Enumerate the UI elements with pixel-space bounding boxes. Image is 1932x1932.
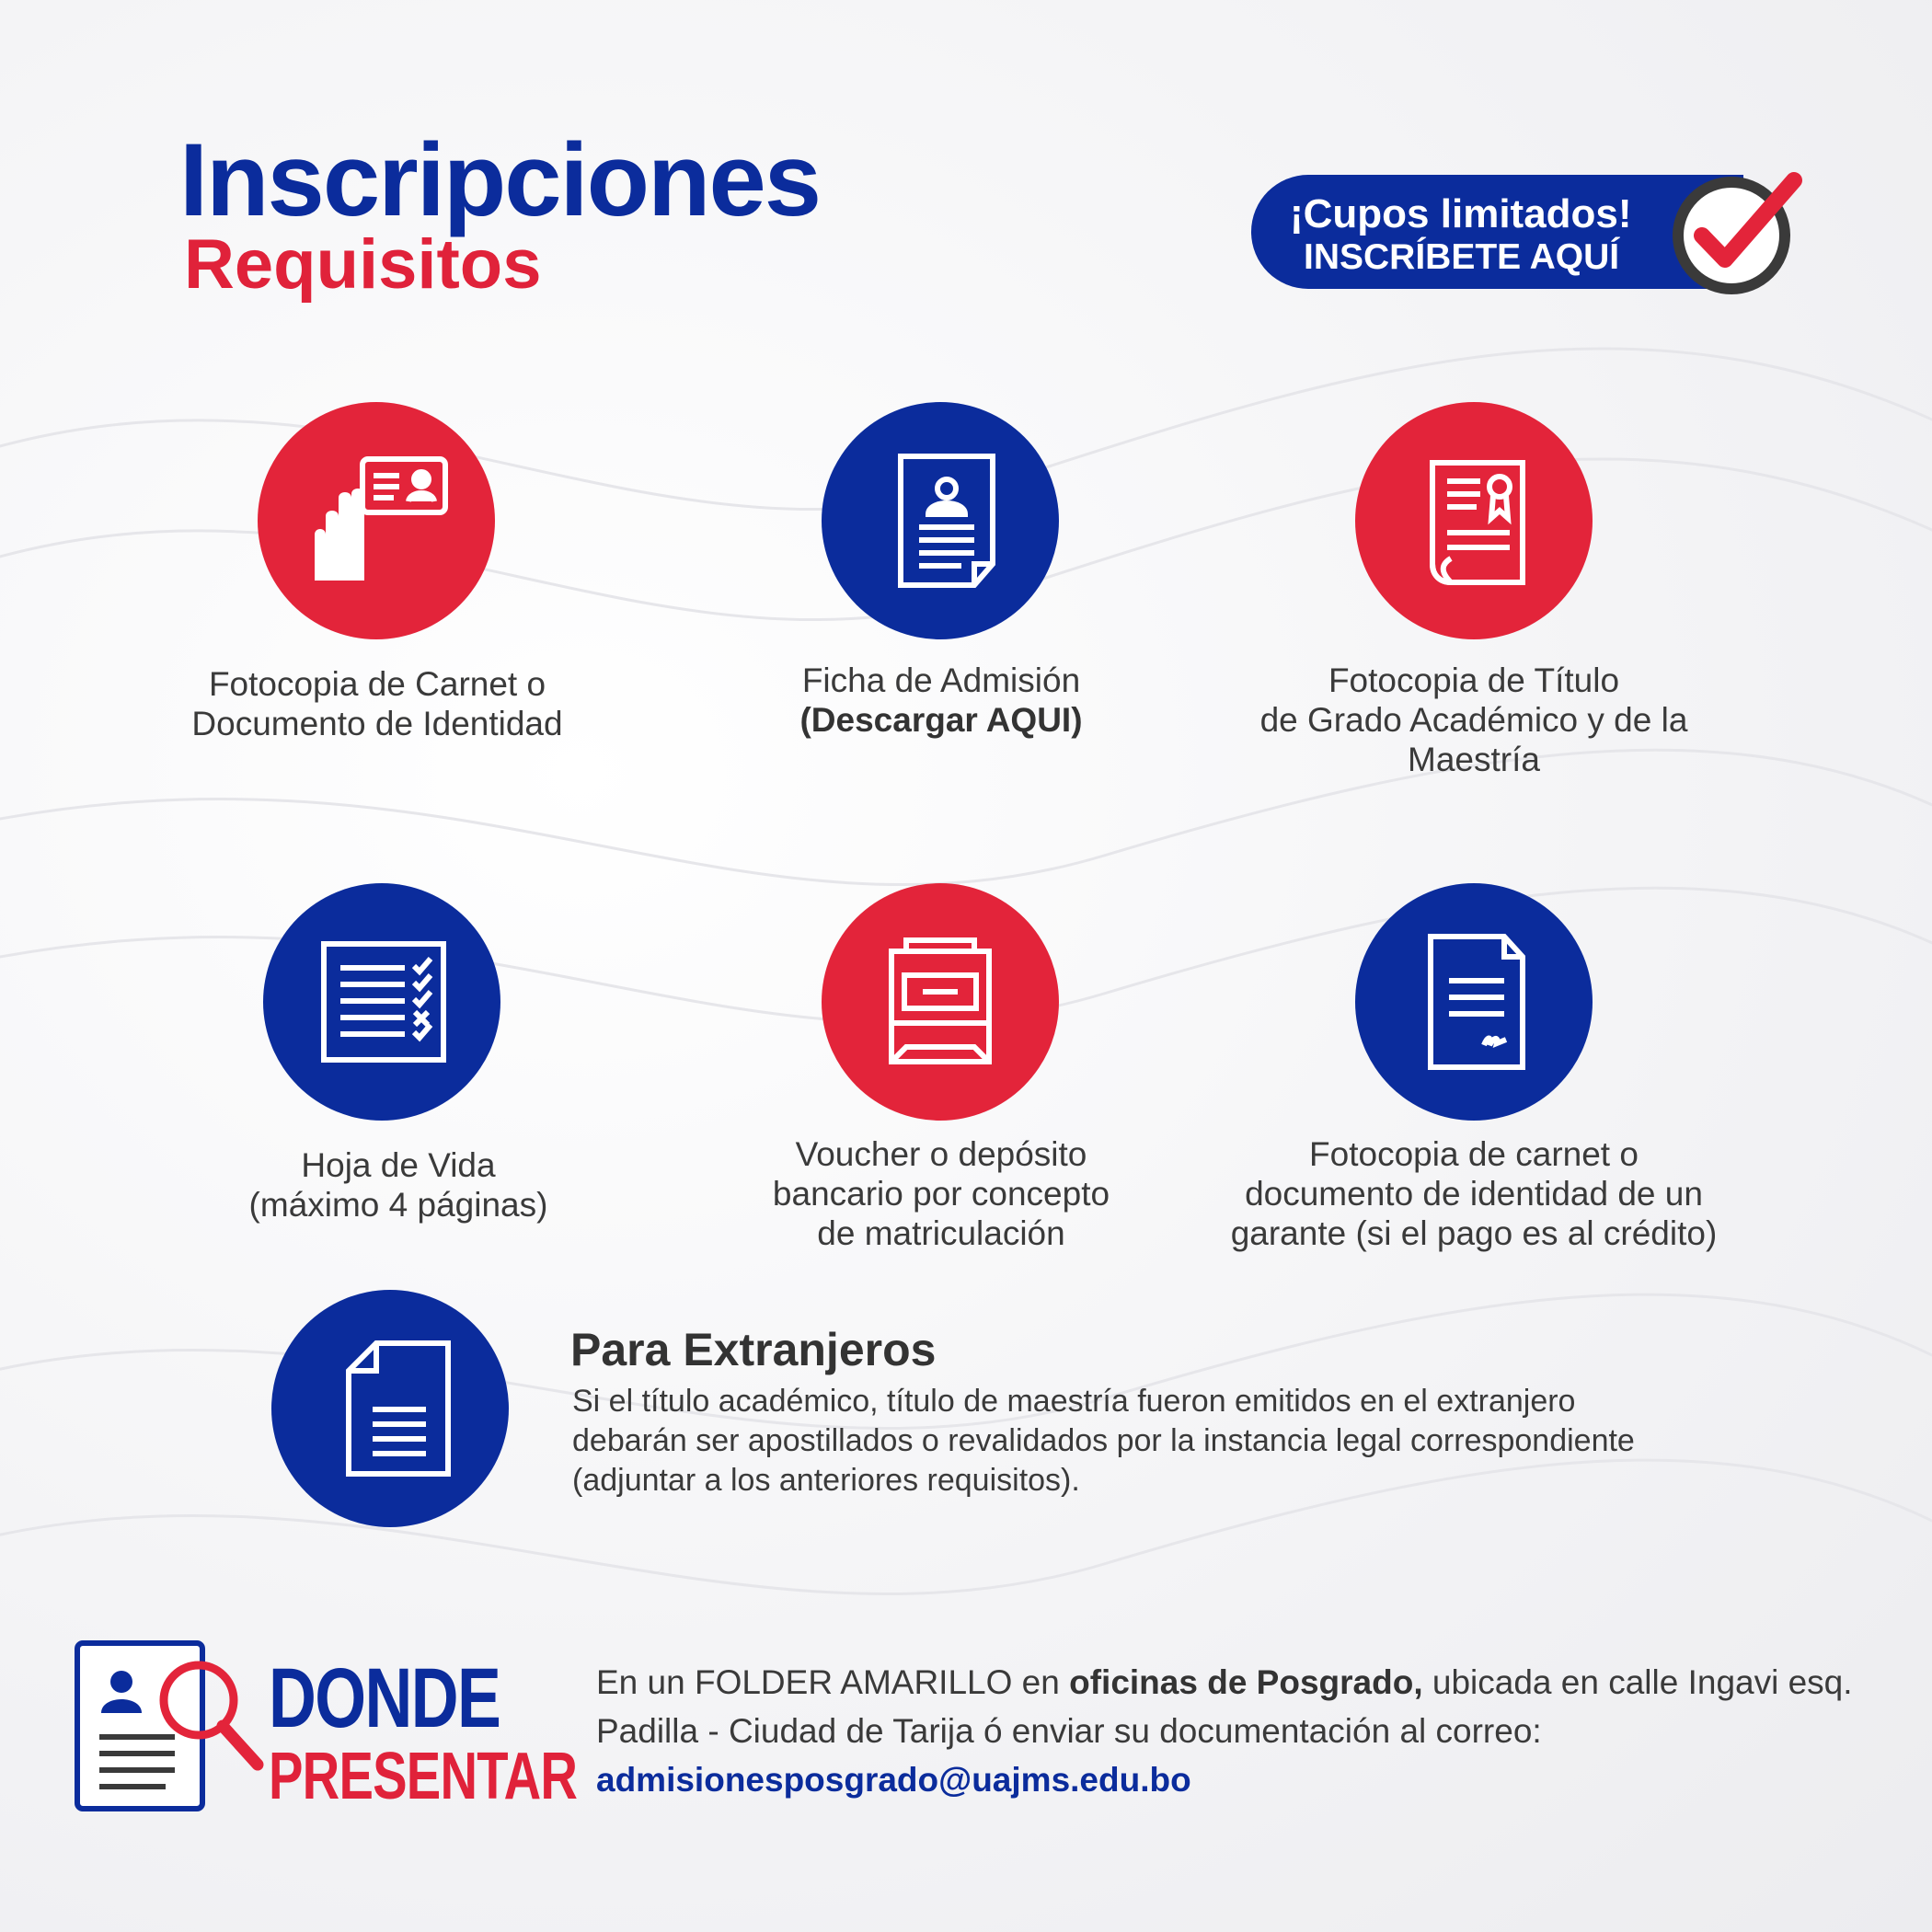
caption-line: Fotocopia de Carnet o bbox=[208, 665, 546, 703]
cta-line-1: ¡Cupos limitados! bbox=[1290, 191, 1632, 236]
admission-form-icon bbox=[822, 402, 1059, 639]
document-search-icon bbox=[74, 1638, 267, 1814]
where-title-line-1: DONDE bbox=[269, 1651, 500, 1745]
caption-line: Ficha de Admisión bbox=[801, 661, 1081, 699]
caption-line: de Grado Académico y de la bbox=[1259, 701, 1688, 739]
caption-line: de matriculación bbox=[817, 1214, 1065, 1252]
where-text-part: En un FOLDER AMARILLO en bbox=[596, 1663, 1070, 1701]
caption-line: Hoja de Vida bbox=[301, 1146, 496, 1184]
signed-document-icon bbox=[1355, 883, 1593, 1121]
where-text bbox=[596, 1658, 1866, 1804]
checkmark-icon bbox=[1656, 164, 1808, 302]
where-text-bold: oficinas de Posgrado, bbox=[1069, 1663, 1423, 1701]
page-title: Inscripciones bbox=[179, 122, 821, 237]
caption-line: Fotocopia de Título bbox=[1328, 661, 1620, 699]
caption-line: Fotocopia de carnet o bbox=[1309, 1135, 1639, 1173]
foreigners-title: Para Extranjeros bbox=[570, 1324, 937, 1375]
requirement-4-caption bbox=[104, 1145, 693, 1225]
checklist-icon bbox=[263, 883, 500, 1121]
requirement-6-caption bbox=[1179, 1134, 1768, 1253]
where-title-line-2: PRESENTAR bbox=[269, 1740, 578, 1813]
requirement-3-caption bbox=[1179, 661, 1768, 779]
foreigners-line: Si el título académico, título de maestría fueron emitidos en el extranjero bbox=[572, 1384, 1576, 1419]
requirement-1-caption bbox=[83, 664, 672, 743]
id-card-hand-icon bbox=[258, 402, 495, 639]
email-link[interactable]: admisionesposgrado@uajms.edu.bo bbox=[596, 1761, 1191, 1799]
foreigners-text bbox=[572, 1382, 1842, 1501]
caption-line: Voucher o depósito bbox=[795, 1135, 1087, 1173]
caption-line: (máximo 4 páginas) bbox=[248, 1186, 548, 1224]
requirement-2-caption bbox=[647, 661, 1236, 740]
download-admission-form-link[interactable]: (Descargar AQUI) bbox=[799, 701, 1083, 739]
printer-voucher-icon bbox=[822, 883, 1059, 1121]
caption-line: documento de identidad de un bbox=[1245, 1175, 1703, 1213]
cta-line-2: INSCRÍBETE AQUÍ bbox=[1304, 237, 1620, 277]
caption-line: Maestría bbox=[1408, 741, 1540, 778]
caption-line: garante (si el pago es al crédito) bbox=[1230, 1214, 1718, 1252]
certificate-icon bbox=[1355, 402, 1593, 639]
requirement-5-caption bbox=[647, 1134, 1236, 1253]
foreigners-line: (adjuntar a los anteriores requisitos). bbox=[572, 1463, 1080, 1498]
document-icon bbox=[271, 1290, 509, 1527]
caption-line: Documento de Identidad bbox=[191, 705, 563, 742]
foreigners-line: debarán ser apostillados o revalidados por la instancia legal correspondiente bbox=[572, 1423, 1635, 1458]
where-text-part: ubicada en calle Ingavi esq. Padilla - Ciudad de Tarija ó enviar su documentación al correo: bbox=[596, 1663, 1853, 1750]
caption-line: bancario por concepto bbox=[772, 1175, 1110, 1213]
page-subtitle: Requisitos bbox=[184, 225, 542, 304]
